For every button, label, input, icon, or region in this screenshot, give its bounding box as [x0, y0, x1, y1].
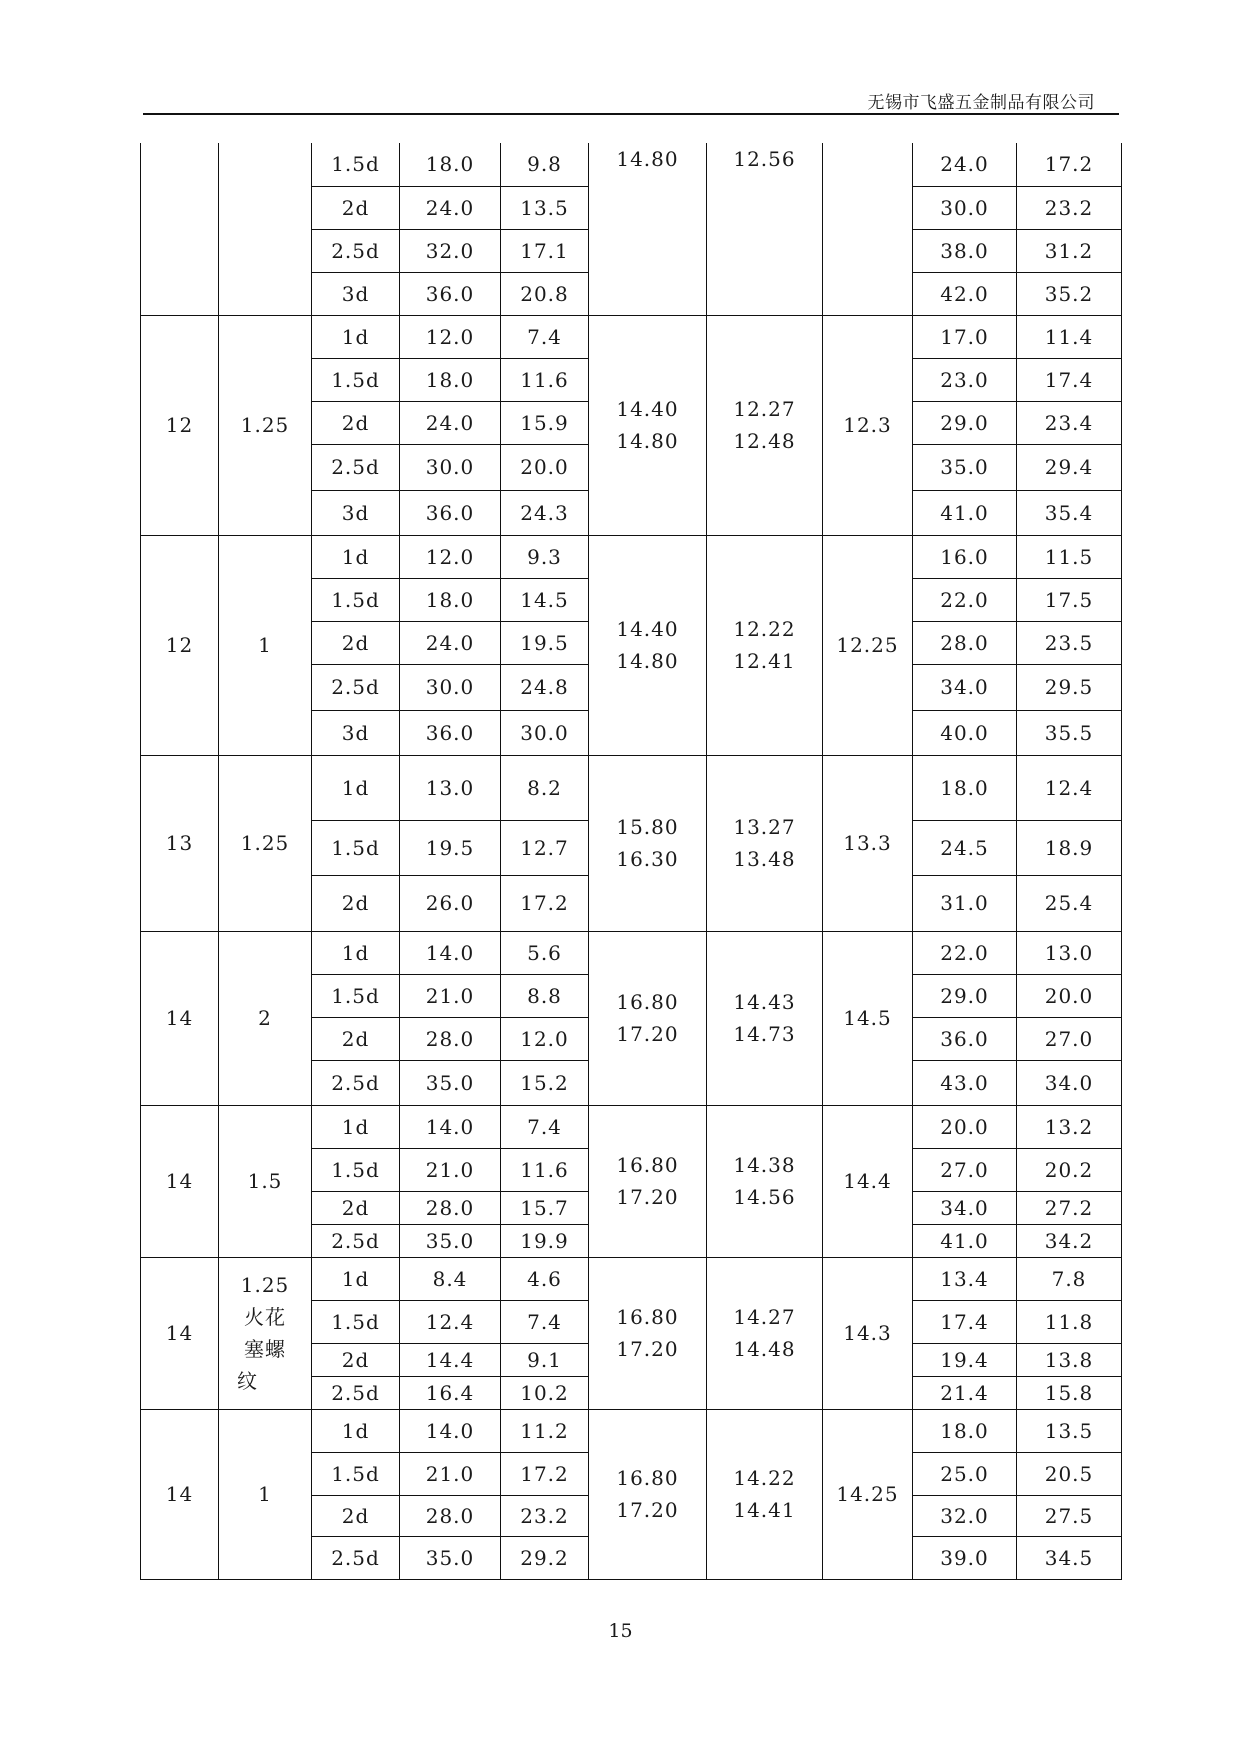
size-cell	[141, 143, 219, 315]
value-cell: 28.0	[400, 1017, 501, 1060]
pitch-cell: 1	[219, 535, 312, 755]
value-cell: 41.0	[913, 490, 1017, 535]
value-cell: 12.0	[400, 535, 501, 578]
page-header	[143, 86, 1119, 115]
value-cell: 8.8	[501, 974, 589, 1017]
length-cell: 2.5d	[312, 1536, 400, 1579]
value-cell: 30.0	[400, 664, 501, 710]
pitch-value: 1.25	[240, 1273, 290, 1297]
value-cell: 20.0	[1017, 974, 1122, 1017]
value-cell: 13.4	[913, 1257, 1017, 1300]
value-cell: 17.4	[1017, 358, 1122, 401]
minor-dia-cell	[589, 1257, 707, 1409]
size-cell: 14	[141, 1105, 219, 1257]
drill-cell: 12.3	[823, 315, 913, 535]
minor-dia-max: 14.80	[616, 649, 679, 673]
table-row	[141, 143, 1122, 186]
value-cell: 11.6	[501, 1148, 589, 1191]
length-cell: 2.5d	[312, 1224, 400, 1257]
value-cell: 35.2	[1017, 272, 1122, 315]
size-cell: 12	[141, 315, 219, 535]
value-cell: 7.4	[501, 1300, 589, 1343]
length-cell: 1.5d	[312, 1148, 400, 1191]
value-cell: 27.2	[1017, 1191, 1122, 1224]
value-cell: 18.9	[1017, 820, 1122, 875]
value-cell: 29.2	[501, 1536, 589, 1579]
value-cell: 18.0	[400, 358, 501, 401]
value-cell: 11.6	[501, 358, 589, 401]
length-cell: 2d	[312, 1495, 400, 1536]
pitch-dia-cell: 12.56	[707, 143, 823, 315]
length-cell: 1d	[312, 535, 400, 578]
company-name: 无锡市飞盛五金制品有限公司	[867, 93, 1095, 113]
pitch-dia-cell	[707, 315, 823, 535]
value-cell: 38.0	[913, 229, 1017, 272]
value-cell: 9.1	[501, 1343, 589, 1376]
size-cell: 13	[141, 755, 219, 931]
length-cell: 1d	[312, 315, 400, 358]
value-cell: 14.0	[400, 931, 501, 974]
value-cell: 36.0	[400, 490, 501, 535]
value-cell: 35.4	[1017, 490, 1122, 535]
length-cell: 2.5d	[312, 664, 400, 710]
pitch-dia-min: 12.27	[733, 397, 796, 421]
value-cell: 13.5	[501, 186, 589, 229]
value-cell: 8.4	[400, 1257, 501, 1300]
value-cell: 15.7	[501, 1191, 589, 1224]
value-cell: 16.0	[913, 535, 1017, 578]
minor-dia-min: 16.80	[616, 1305, 679, 1329]
pitch-cell	[219, 1257, 312, 1409]
value-cell: 28.0	[400, 1191, 501, 1224]
value-cell: 18.0	[400, 143, 501, 186]
value-cell: 29.0	[913, 974, 1017, 1017]
length-cell: 1.5d	[312, 820, 400, 875]
value-cell: 14.5	[501, 578, 589, 621]
value-cell: 9.8	[501, 143, 589, 186]
table-row	[141, 931, 1122, 974]
pitch-cell	[219, 143, 312, 315]
value-cell: 35.0	[400, 1060, 501, 1105]
value-cell: 14.4	[400, 1343, 501, 1376]
value-cell: 10.2	[501, 1376, 589, 1409]
value-cell: 11.4	[1017, 315, 1122, 358]
length-cell: 2.5d	[312, 444, 400, 490]
value-cell: 13.2	[1017, 1105, 1122, 1148]
minor-dia-cell	[589, 1409, 707, 1579]
pitch-dia-cell	[707, 535, 823, 755]
length-cell: 2d	[312, 1343, 400, 1376]
length-cell: 2.5d	[312, 1376, 400, 1409]
value-cell: 21.4	[913, 1376, 1017, 1409]
table-row	[141, 1257, 1122, 1300]
value-cell: 19.5	[501, 621, 589, 664]
value-cell: 12.4	[1017, 755, 1122, 820]
length-cell: 2d	[312, 1191, 400, 1224]
value-cell: 21.0	[400, 1452, 501, 1495]
value-cell: 17.1	[501, 229, 589, 272]
length-cell: 2d	[312, 186, 400, 229]
drill-cell	[823, 143, 913, 315]
value-cell: 42.0	[913, 272, 1017, 315]
value-cell: 12.4	[400, 1300, 501, 1343]
minor-dia-min: 14.40	[616, 617, 679, 641]
value-cell: 17.4	[913, 1300, 1017, 1343]
length-cell: 3d	[312, 490, 400, 535]
value-cell: 8.2	[501, 755, 589, 820]
value-cell: 12.7	[501, 820, 589, 875]
value-cell: 29.4	[1017, 444, 1122, 490]
value-cell: 39.0	[913, 1536, 1017, 1579]
minor-dia-cell	[589, 931, 707, 1105]
value-cell: 11.5	[1017, 535, 1122, 578]
value-cell: 13.0	[1017, 931, 1122, 974]
drill-cell: 14.3	[823, 1257, 913, 1409]
minor-dia-max: 16.30	[616, 847, 679, 871]
pitch-dia-max: 14.48	[733, 1337, 796, 1361]
length-cell: 1.5d	[312, 358, 400, 401]
value-cell: 13.5	[1017, 1409, 1122, 1452]
value-cell: 4.6	[501, 1257, 589, 1300]
value-cell: 26.0	[400, 875, 501, 931]
value-cell: 20.0	[501, 444, 589, 490]
value-cell: 13.0	[400, 755, 501, 820]
value-cell: 30.0	[400, 444, 501, 490]
value-cell: 24.8	[501, 664, 589, 710]
value-cell: 40.0	[913, 710, 1017, 755]
value-cell: 23.5	[1017, 621, 1122, 664]
value-cell: 30.0	[913, 186, 1017, 229]
drill-cell: 14.4	[823, 1105, 913, 1257]
pitch-dia-max: 14.56	[733, 1185, 796, 1209]
pitch-dia-max: 14.73	[733, 1022, 796, 1046]
drill-cell: 14.25	[823, 1409, 913, 1579]
minor-dia-max: 17.20	[616, 1022, 679, 1046]
value-cell: 16.4	[400, 1376, 501, 1409]
value-cell: 20.0	[913, 1105, 1017, 1148]
value-cell: 14.0	[400, 1105, 501, 1148]
pitch-note-line: 火花	[244, 1305, 286, 1329]
value-cell: 17.5	[1017, 578, 1122, 621]
length-cell: 3d	[312, 710, 400, 755]
minor-dia-max: 17.20	[616, 1185, 679, 1209]
length-cell: 2.5d	[312, 229, 400, 272]
value-cell: 34.0	[913, 664, 1017, 710]
table-row	[141, 1409, 1122, 1452]
value-cell: 5.6	[501, 931, 589, 974]
value-cell: 17.2	[501, 1452, 589, 1495]
thread-spec-table	[140, 143, 1122, 1580]
pitch-dia-max: 13.48	[733, 847, 796, 871]
value-cell: 24.0	[913, 143, 1017, 186]
size-cell: 14	[141, 1257, 219, 1409]
table-row	[141, 1105, 1122, 1148]
value-cell: 28.0	[913, 621, 1017, 664]
value-cell: 36.0	[400, 272, 501, 315]
minor-dia-min: 16.80	[616, 1153, 679, 1177]
size-cell: 12	[141, 535, 219, 755]
value-cell: 23.2	[1017, 186, 1122, 229]
length-cell: 3d	[312, 272, 400, 315]
value-cell: 36.0	[913, 1017, 1017, 1060]
length-cell: 1d	[312, 1257, 400, 1300]
value-cell: 41.0	[913, 1224, 1017, 1257]
length-cell: 1d	[312, 755, 400, 820]
pitch-dia-max: 14.41	[733, 1498, 796, 1522]
value-cell: 9.3	[501, 535, 589, 578]
value-cell: 35.5	[1017, 710, 1122, 755]
pitch-dia-max: 12.41	[733, 649, 796, 673]
value-cell: 24.5	[913, 820, 1017, 875]
value-cell: 28.0	[400, 1495, 501, 1536]
pitch-dia-min: 14.43	[733, 990, 796, 1014]
value-cell: 24.0	[400, 401, 501, 444]
value-cell: 12.0	[400, 315, 501, 358]
minor-dia-cell	[589, 315, 707, 535]
size-cell: 14	[141, 1409, 219, 1579]
pitch-dia-min: 14.27	[733, 1305, 796, 1329]
value-cell: 34.0	[1017, 1060, 1122, 1105]
table-row	[141, 755, 1122, 820]
pitch-dia-min: 12.22	[733, 617, 796, 641]
pitch-dia-min: 14.22	[733, 1466, 796, 1490]
minor-dia-max: 17.20	[616, 1337, 679, 1361]
minor-dia-cell	[589, 1105, 707, 1257]
pitch-cell: 1.25	[219, 315, 312, 535]
length-cell: 1d	[312, 1105, 400, 1148]
pitch-cell: 1	[219, 1409, 312, 1579]
minor-dia-min: 16.80	[616, 1466, 679, 1490]
pitch-note-line: 塞螺	[244, 1337, 286, 1361]
minor-dia-cell	[589, 755, 707, 931]
value-cell: 20.2	[1017, 1148, 1122, 1191]
length-cell: 2d	[312, 875, 400, 931]
pitch-note-line: 纹	[237, 1369, 258, 1393]
value-cell: 24.3	[501, 490, 589, 535]
value-cell: 14.0	[400, 1409, 501, 1452]
value-cell: 11.2	[501, 1409, 589, 1452]
length-cell: 2d	[312, 621, 400, 664]
length-cell: 1.5d	[312, 143, 400, 186]
length-cell: 2d	[312, 1017, 400, 1060]
value-cell: 20.5	[1017, 1452, 1122, 1495]
value-cell: 19.5	[400, 820, 501, 875]
value-cell: 29.5	[1017, 664, 1122, 710]
minor-dia-max: 17.20	[616, 1498, 679, 1522]
length-cell: 1.5d	[312, 1300, 400, 1343]
minor-dia-cell	[589, 535, 707, 755]
drill-cell: 13.3	[823, 755, 913, 931]
value-cell: 21.0	[400, 974, 501, 1017]
value-cell: 32.0	[400, 229, 501, 272]
minor-dia-cell: 14.80	[589, 143, 707, 315]
value-cell: 12.0	[501, 1017, 589, 1060]
value-cell: 34.0	[913, 1191, 1017, 1224]
value-cell: 25.4	[1017, 875, 1122, 931]
value-cell: 27.0	[1017, 1017, 1122, 1060]
value-cell: 35.0	[913, 444, 1017, 490]
pitch-dia-cell	[707, 755, 823, 931]
value-cell: 15.9	[501, 401, 589, 444]
pitch-dia-cell	[707, 1257, 823, 1409]
value-cell: 7.4	[501, 1105, 589, 1148]
value-cell: 17.0	[913, 315, 1017, 358]
length-cell: 1d	[312, 931, 400, 974]
value-cell: 27.5	[1017, 1495, 1122, 1536]
value-cell: 31.0	[913, 875, 1017, 931]
minor-dia-min: 15.80	[616, 815, 679, 839]
value-cell: 21.0	[400, 1148, 501, 1191]
pitch-dia-cell	[707, 1409, 823, 1579]
value-cell: 29.0	[913, 401, 1017, 444]
pitch-cell: 1.25	[219, 755, 312, 931]
value-cell: 31.2	[1017, 229, 1122, 272]
value-cell: 23.2	[501, 1495, 589, 1536]
value-cell: 19.4	[913, 1343, 1017, 1376]
value-cell: 27.0	[913, 1148, 1017, 1191]
length-cell: 1.5d	[312, 578, 400, 621]
length-cell: 2.5d	[312, 1060, 400, 1105]
value-cell: 23.4	[1017, 401, 1122, 444]
value-cell: 15.8	[1017, 1376, 1122, 1409]
length-cell: 1d	[312, 1409, 400, 1452]
value-cell: 35.0	[400, 1224, 501, 1257]
minor-dia-max: 14.80	[616, 429, 679, 453]
value-cell: 34.5	[1017, 1536, 1122, 1579]
drill-cell: 12.25	[823, 535, 913, 755]
value-cell: 13.8	[1017, 1343, 1122, 1376]
value-cell: 22.0	[913, 578, 1017, 621]
table-row	[141, 315, 1122, 358]
page-number: 15	[608, 1620, 633, 1642]
value-cell: 17.2	[501, 875, 589, 931]
value-cell: 19.9	[501, 1224, 589, 1257]
pitch-dia-max: 12.48	[733, 429, 796, 453]
length-cell: 2d	[312, 401, 400, 444]
value-cell: 34.2	[1017, 1224, 1122, 1257]
value-cell: 43.0	[913, 1060, 1017, 1105]
value-cell: 36.0	[400, 710, 501, 755]
value-cell: 24.0	[400, 186, 501, 229]
value-cell: 18.0	[913, 1409, 1017, 1452]
value-cell: 32.0	[913, 1495, 1017, 1536]
value-cell: 17.2	[1017, 143, 1122, 186]
value-cell: 7.4	[501, 315, 589, 358]
value-cell: 24.0	[400, 621, 501, 664]
table-row	[141, 535, 1122, 578]
length-cell: 1.5d	[312, 974, 400, 1017]
drill-cell: 14.5	[823, 931, 913, 1105]
value-cell: 25.0	[913, 1452, 1017, 1495]
size-cell: 14	[141, 931, 219, 1105]
pitch-cell: 2	[219, 931, 312, 1105]
length-cell: 1.5d	[312, 1452, 400, 1495]
value-cell: 7.8	[1017, 1257, 1122, 1300]
pitch-cell: 1.5	[219, 1105, 312, 1257]
value-cell: 15.2	[501, 1060, 589, 1105]
value-cell: 23.0	[913, 358, 1017, 401]
minor-dia-min: 16.80	[616, 990, 679, 1014]
pitch-dia-min: 14.38	[733, 1153, 796, 1177]
value-cell: 18.0	[913, 755, 1017, 820]
value-cell: 18.0	[400, 578, 501, 621]
value-cell: 11.8	[1017, 1300, 1122, 1343]
pitch-dia-cell	[707, 1105, 823, 1257]
pitch-dia-cell	[707, 931, 823, 1105]
value-cell: 35.0	[400, 1536, 501, 1579]
value-cell: 22.0	[913, 931, 1017, 974]
value-cell: 20.8	[501, 272, 589, 315]
value-cell: 30.0	[501, 710, 589, 755]
minor-dia-min: 14.40	[616, 397, 679, 421]
pitch-dia-min: 13.27	[733, 815, 796, 839]
